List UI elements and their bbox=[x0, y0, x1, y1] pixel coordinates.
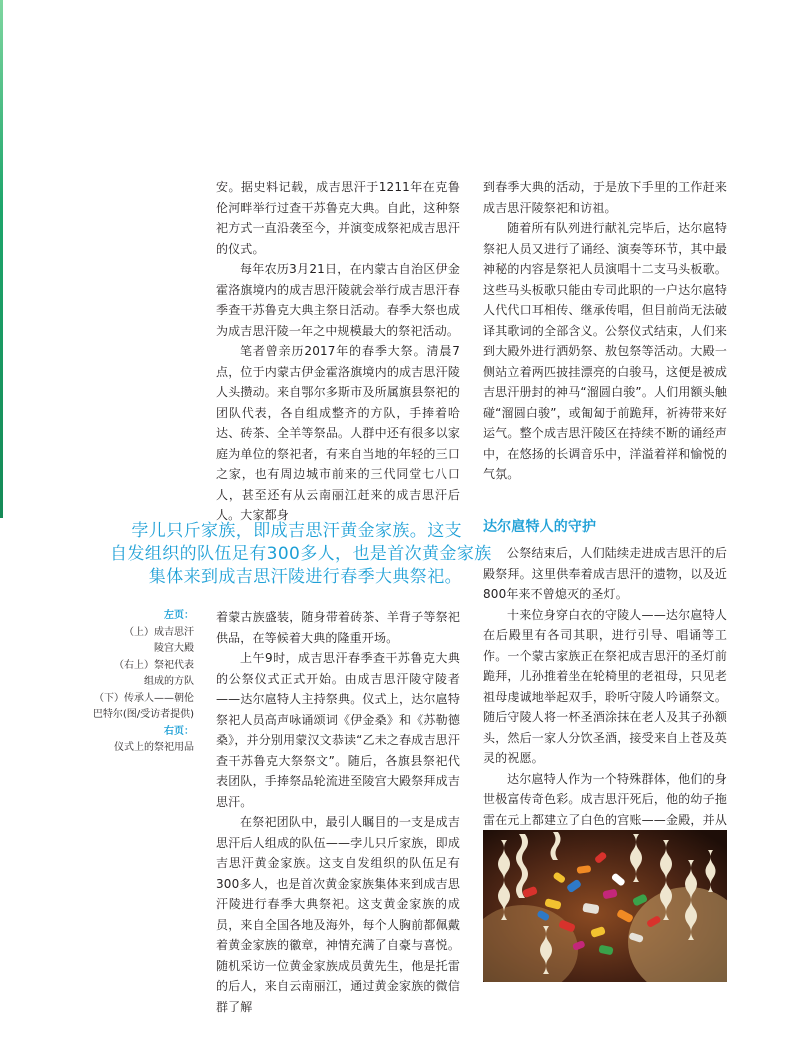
pull-quote-line: 自发组织的队伍足有300多人，也是首次黄金家族 bbox=[110, 544, 492, 564]
ritual-offerings-photo bbox=[483, 830, 727, 982]
pull-quote-line: 孛儿只斤家族，即成吉思汗黄金家族。这支 bbox=[131, 521, 462, 541]
caption-line: 陵宫大殿 bbox=[154, 643, 194, 654]
paragraph: 上午9时，成吉思汗春季查干苏鲁克大典的公祭仪式正式开始。由成吉思汗陵守陵者——达尔扈特人主持祭典。仪式上，达尔扈特祭祀人员高声咏诵颂词《伊金桑》和《苏勒德桑》，并分别用蒙汉文恭读“乙未之春成吉思汗查干苏鲁克大祭祭文”。随后，各旗县祭祀代表团队，手捧祭品轮流进至陵宫大殿祭拜成吉思汗。 bbox=[216, 651, 460, 809]
pull-quote-line: 集体来到成吉思汗陵进行春季大典祭祀。 bbox=[148, 567, 462, 587]
article-column-right-bottom bbox=[483, 517, 727, 851]
paragraph: 安。据史料记载，成吉思汗于1211年在克鲁伦河畔举行过查干苏鲁克大典。自此，这种祭祀方式一直沿袭至今，并演变成祭祀成吉思汗的仪式。 bbox=[216, 180, 460, 256]
page-edge-accent-bar bbox=[0, 0, 3, 518]
caption-line: （右上）祭祀代表 bbox=[114, 659, 194, 671]
caption-line: 组成的方队 bbox=[144, 676, 194, 687]
paragraph: 随着所有队列进行献礼完毕后，达尔扈特祭祀人员又进行了诵经、演奏等环节，其中最神秘的内容是祭祀人员演唱十二支马头板歌。这些马头板歌只能由专司此职的一户达尔扈特人代代口耳相传、继承传唱，但目前尚无法破译其歌词的全部含义。公祭仪式结束，人们来到大殿外进行洒奶祭、敖包祭等活动。大殿一侧站立着两匹披挂漂亮的白骏马，这便是被成吉思汗册封的神马“溜圆白骏”。人们用额头触碰“溜圆白骏”，或匍匐于前跪拜，祈祷带来好运气。整个成吉思汗陵区在持续不断的诵经声中，在悠扬的长调音乐中，洋溢着祥和愉悦的气氛。 bbox=[483, 221, 727, 481]
caption-line: （下）传承人——朝伦 bbox=[94, 692, 194, 704]
caption-left-page-label: 左页： bbox=[164, 610, 194, 621]
caption-line: （上）成吉思汗 bbox=[124, 626, 194, 638]
paragraph: 十来位身穿白衣的守陵人——达尔扈特人在后殿里有各司其职，进行引导、唱诵等工作。一个蒙古家族正在祭祀成吉思汗的圣灯前跪拜，儿孙推着坐在轮椅里的老祖母，只见老祖母虔诚地举起双手，聆听守陵人吟诵祭文。随后守陵人将一杯圣酒涂抹在老人及其子孙额头，然后一家人分饮圣酒，接受来自上苍及英灵的祝愿。 bbox=[483, 607, 727, 765]
caption-line: 巴特尔(图/受访者提供) bbox=[92, 709, 194, 720]
article-column-left-top bbox=[216, 177, 460, 526]
caption-line: 仪式上的祭祀用品 bbox=[114, 742, 194, 753]
paragraph: 着蒙古族盛装，随身带着砖茶、羊背子等祭祀供品，在等候着大典的隆重开场。 bbox=[216, 610, 460, 645]
ritual-offerings-photo-illustration bbox=[483, 830, 727, 982]
paragraph: 每年农历3月21日，在内蒙古自治区伊金霍洛旗境内的成吉思汗陵就会举行成吉思汗春季查干苏鲁克大典主祭日活动。春季大祭也成为成吉思汗陵一年之中规模最大的祭祀活动。 bbox=[216, 262, 460, 338]
paragraph: 公祭结束后，人们陆续走进成吉思汗的后殿祭拜。这里供奉着成吉思汗的遗物，以及近800年来不曾熄灭的圣灯。 bbox=[483, 546, 727, 601]
paragraph: 到春季大典的活动，于是放下手里的工作赶来成吉思汗陵祭祀和访祖。 bbox=[483, 180, 727, 215]
section-heading: 达尔扈特人的守护 bbox=[483, 519, 597, 535]
paragraph: 达尔扈特人作为一个特殊群体，他们的身世极富传奇色彩。成吉思汗死后，他的幼子拖雷在元上都建立了白色的宫账——金殿，并从 bbox=[483, 771, 727, 827]
article-column-left-bottom bbox=[216, 607, 460, 1017]
paragraph: 在祭祀团队中，最引人瞩目的一支是成吉思汗后人组成的队伍——孛儿只斤家族，即成吉思汗黄金家族。这支自发组织的队伍足有300多人，也是首次黄金家族集体来到成吉思汗陵进行春季大典祭祀。这支黄金家族的成员，来自全国各地及海外，每个人胸前都佩戴着黄金家族的徽章，神情充满了自豪与喜悦。随机采访一位黄金家族成员黄先生，他是托雷的后人，来自云南丽江，通过黄金家族的微信群了解 bbox=[216, 815, 460, 1014]
caption-right-page-label: 右页： bbox=[164, 725, 194, 737]
paragraph: 笔者曾亲历2017年的春季大祭。清晨7点，位于内蒙古伊金霍洛旗境内的成吉思汗陵人头攒动。来自鄂尔多斯市及所属旗县祭祀的团队代表，各自组成整齐的方队，手捧着哈达、砖茶、全羊等祭品。人群中还有很多以家庭为单位的祭祀者，有来自当地的年轻的三口之家，也有周边城市前来的三代同堂七八口人，甚至还有从云南丽江赶来的成吉思汗后人。大家都身 bbox=[216, 344, 460, 522]
photo-caption bbox=[80, 608, 194, 757]
article-column-right-top bbox=[483, 177, 727, 485]
pull-quote bbox=[110, 520, 492, 589]
